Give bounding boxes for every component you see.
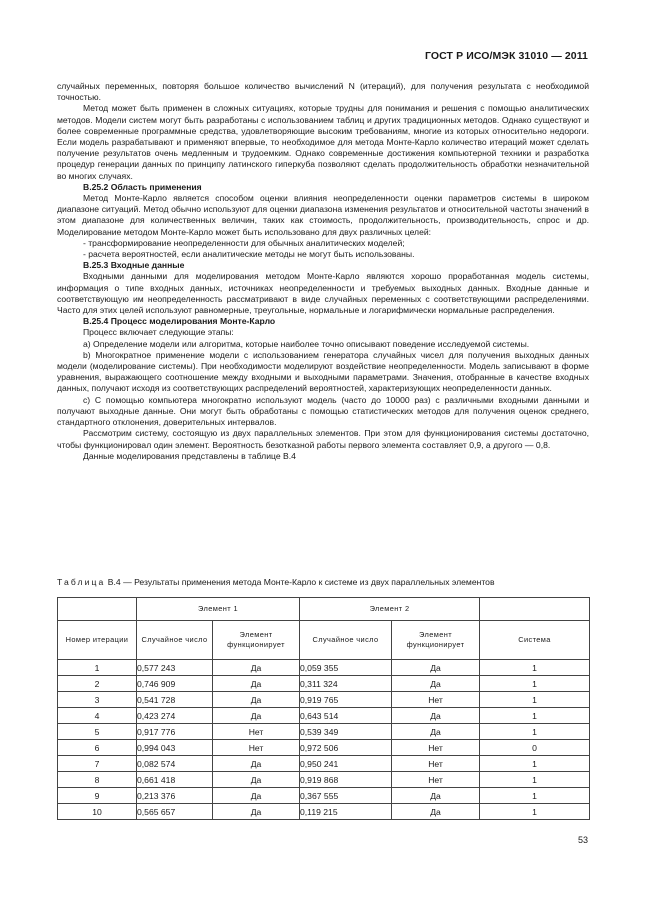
element-2-header: Элемент 2 xyxy=(300,598,480,621)
table-row xyxy=(58,740,590,756)
table-row xyxy=(58,724,590,740)
iteration-number-cell: 8 xyxy=(58,772,137,788)
element-2-status-cell: Да xyxy=(392,788,480,804)
iteration-number-cell: 1 xyxy=(58,660,137,676)
system-header: Система xyxy=(480,621,590,660)
paragraph: Рассмотрим систему, состоящую из двух параллельных элементов. При этом для функционирования системы достаточно, чтобы функционировал один элемент. Вероятность безотказной работы первого элемента составляет 0,9, а другого — 0,8. xyxy=(57,428,589,450)
table-row xyxy=(58,756,590,772)
section-heading: В.25.4 Процесс моделирования Монте-Карло xyxy=(83,316,276,327)
element-2-status-cell: Нет xyxy=(392,692,480,708)
table-body xyxy=(58,660,590,820)
element-1-status-cell: Нет xyxy=(213,740,300,756)
random-number-2-cell: 0,950 241 xyxy=(300,756,392,772)
random-number-1-header: Случайное число xyxy=(137,621,213,660)
table-row xyxy=(58,660,590,676)
element-2-functions-header: Элемент функционирует xyxy=(392,621,480,660)
element-2-status-cell: Да xyxy=(392,724,480,740)
system-status-cell: 1 xyxy=(480,724,590,740)
list-item: c) С помощью компьютера многократно используют модель (часто до 10000 раз) с различными входными данными и получают выходные данные. Они могут быть обработаны с помощью статистических методов для получения оценок среднего, стандартного отклонения, доверительных интервалов. xyxy=(57,394,589,428)
table-caption-title: В.4 — Результаты применения метода Монте-Карло к системе из двух параллельных элементов xyxy=(107,577,495,587)
element-2-status-cell: Да xyxy=(392,660,480,676)
iteration-number-cell: 6 xyxy=(58,740,137,756)
paragraph: Процесс включает следующие этапы: xyxy=(83,327,234,338)
iteration-number-cell: 3 xyxy=(58,692,137,708)
element-2-status-cell: Нет xyxy=(392,756,480,772)
element-1-status-cell: Да xyxy=(213,772,300,788)
random-number-2-cell: 0,539 349 xyxy=(300,724,392,740)
paragraph: случайных переменных, повторяя большое количество вычислений N (итераций), для получения результата с необходимой точностью. xyxy=(57,81,589,103)
random-number-2-cell: 0,919 765 xyxy=(300,692,392,708)
iteration-number-cell: 2 xyxy=(58,676,137,692)
random-number-2-cell: 0,059 355 xyxy=(300,660,392,676)
random-number-2-cell: 0,119 215 xyxy=(300,804,392,820)
random-number-1-cell: 0,577 243 xyxy=(137,660,213,676)
table-row xyxy=(58,788,590,804)
table-row xyxy=(58,692,590,708)
iteration-number-cell: 5 xyxy=(58,724,137,740)
empty-header-cell xyxy=(480,598,590,621)
results-table xyxy=(57,597,590,820)
element-1-status-cell: Да xyxy=(213,708,300,724)
random-number-1-cell: 0,565 657 xyxy=(137,804,213,820)
system-status-cell: 1 xyxy=(480,756,590,772)
list-item: - расчета вероятностей, если аналитические методы не могут быть использованы. xyxy=(83,249,415,260)
table-caption-label: Таблица xyxy=(57,577,106,587)
random-number-2-cell: 0,643 514 xyxy=(300,708,392,724)
random-number-2-cell: 0,972 506 xyxy=(300,740,392,756)
system-status-cell: 1 xyxy=(480,788,590,804)
element-1-status-cell: Нет xyxy=(213,724,300,740)
system-status-cell: 1 xyxy=(480,708,590,724)
paragraph: Данные моделирования представлены в таблице В.4 xyxy=(83,450,296,461)
table-column-header-row xyxy=(58,621,590,660)
element-1-status-cell: Да xyxy=(213,660,300,676)
random-number-2-cell: 0,367 555 xyxy=(300,788,392,804)
body-text xyxy=(57,81,589,462)
system-status-cell: 1 xyxy=(480,692,590,708)
system-status-cell: 0 xyxy=(480,740,590,756)
element-1-header: Элемент 1 xyxy=(137,598,300,621)
random-number-2-cell: 0,919 868 xyxy=(300,772,392,788)
random-number-1-cell: 0,541 728 xyxy=(137,692,213,708)
empty-header-cell xyxy=(58,598,137,621)
table-row xyxy=(58,708,590,724)
paragraph: Входными данными для моделирования методом Монте-Карло являются хорошо проработанная модель системы, информация о типе входных данных, источниках неопределенности и требуемых выходных данных. Входные данные и соответствующую им неопределенность рассматривают в виде случайных переменных с соответствующими распределениями. Часто для этих целей используют равномерные, треугольные, нормальные и логарифмически нормальные распределения. xyxy=(57,271,589,316)
random-number-1-cell: 0,213 376 xyxy=(137,788,213,804)
random-number-2-cell: 0,311 324 xyxy=(300,676,392,692)
page-number: 53 xyxy=(577,835,588,845)
random-number-1-cell: 0,082 574 xyxy=(137,756,213,772)
iteration-number-cell: 7 xyxy=(58,756,137,772)
random-number-1-cell: 0,917 776 xyxy=(137,724,213,740)
system-status-cell: 1 xyxy=(480,772,590,788)
paragraph: Метод может быть применен в сложных ситуациях, которые трудны для понимания и решения с помощью аналитических методов. Модели систем могут быть разработаны с использованием таблиц и других традиционных методов. Однако существуют и более современные программные средства, удовлетворяющие высоким требованиям, многие из которых относительно недороги. Если модель разрабатывают и применяют впервые, то необходимое для метода Монте-Карло количество итераций может сделать получение результатов очень медленным и трудоемким. Однако современные достижения компьютерной техники и разработка процедур генерации данных по принципу латинского гиперкуба позволяют сделать продолжительность обработки незначительной во многих случаях. xyxy=(57,103,589,181)
section-heading: В.25.2 Область применения xyxy=(83,181,202,192)
element-1-status-cell: Да xyxy=(213,788,300,804)
list-item: a) Определение модели или алгоритма, которые наиболее точно описывают поведение исследуемой системы. xyxy=(83,338,530,349)
table-group-header-row xyxy=(58,598,590,621)
paragraph: Метод Монте-Карло является способом оценки влияния неопределенности оценки параметров системы в широком диапазоне ситуаций. Метод обычно используют для оценки диапазона изменения результатов и относительной частоты значений в этом диапазоне для количественных величин, таких как стоимость, продолжительность, производительность, спрос и др. Моделирование методом Монте-Карло может быть использовано для двух различных целей: xyxy=(57,193,589,237)
section-heading: В.25.3 Входные данные xyxy=(83,260,185,271)
iteration-number-cell: 4 xyxy=(58,708,137,724)
random-number-2-header: Случайное число xyxy=(300,621,392,660)
table-row xyxy=(58,804,590,820)
element-1-status-cell: Да xyxy=(213,756,300,772)
element-1-status-cell: Да xyxy=(213,676,300,692)
element-2-status-cell: Да xyxy=(392,676,480,692)
list-item: b) Многократное применение модели с использованием генератора случайных чисел для получения выходных данных модели (моделирование системы). При необходимости моделируют воздействие неопределенности. Модель записывают в форме уравнения, выражающего соотношение между входными и выходными параметрами. Значения, отобранные в качестве входных данных, получают исходя из соответствующих распределений вероятностей, характеризующих неопределенности данных. xyxy=(57,349,589,394)
random-number-1-cell: 0,423 274 xyxy=(137,708,213,724)
iteration-number-header: Номер итерации xyxy=(58,621,137,660)
element-2-status-cell: Нет xyxy=(392,740,480,756)
system-status-cell: 1 xyxy=(480,676,590,692)
element-2-status-cell: Да xyxy=(392,708,480,724)
system-status-cell: 1 xyxy=(480,804,590,820)
table-caption xyxy=(57,577,495,587)
table-row xyxy=(58,772,590,788)
element-2-status-cell: Да xyxy=(392,804,480,820)
list-item: - трансформирование неопределенности для обычных аналитических моделей; xyxy=(83,237,405,248)
random-number-1-cell: 0,661 418 xyxy=(137,772,213,788)
document-code-header: ГОСТ Р ИСО/МЭК 31010 — 2011 xyxy=(424,50,588,62)
system-status-cell: 1 xyxy=(480,660,590,676)
iteration-number-cell: 9 xyxy=(58,788,137,804)
element-1-functions-header: Элемент функционирует xyxy=(213,621,300,660)
random-number-1-cell: 0,746 909 xyxy=(137,676,213,692)
element-1-status-cell: Да xyxy=(213,692,300,708)
iteration-number-cell: 10 xyxy=(58,804,137,820)
random-number-1-cell: 0,994 043 xyxy=(137,740,213,756)
table-row xyxy=(58,676,590,692)
element-2-status-cell: Нет xyxy=(392,772,480,788)
element-1-status-cell: Да xyxy=(213,804,300,820)
